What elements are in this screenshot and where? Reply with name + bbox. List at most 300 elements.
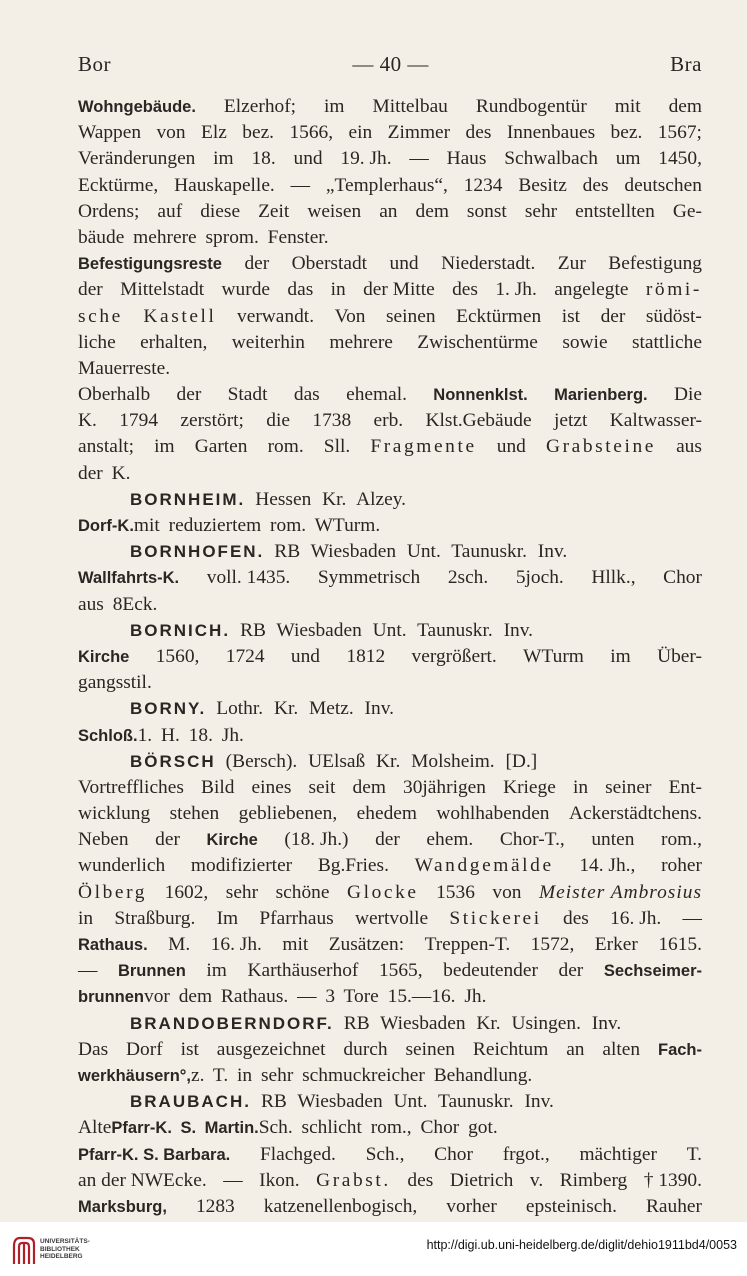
entry-heading: BORNICH. — [130, 620, 231, 640]
word: ehem. — [426, 829, 474, 851]
word: Chor-T., — [499, 829, 565, 851]
keyword: Rathaus. — [78, 936, 148, 954]
word: im — [206, 960, 227, 982]
word: Erker — [594, 934, 638, 955]
text-line — [78, 330, 702, 356]
word: Rundbogentür — [475, 96, 587, 117]
entry-heading: BRAUBACH. — [130, 1092, 251, 1112]
keyword: Kirche — [206, 831, 258, 850]
word: katzenellenbogisch, — [263, 1195, 418, 1217]
word: Schwalbach — [504, 148, 598, 170]
word: Klst.Gebäude — [425, 410, 532, 432]
word: des — [452, 279, 478, 301]
word: RB Wiesbaden Unt. Taunuskr. Inv. — [260, 1091, 554, 1113]
word: alten — [602, 1038, 641, 1060]
word: † 1390. — [643, 1169, 702, 1191]
text-line — [78, 146, 702, 172]
keyword: Marksburg, — [78, 1197, 167, 1216]
word: — — [682, 907, 702, 929]
word: Garten — [194, 436, 248, 458]
word: v. — [529, 1169, 544, 1191]
word: dem — [668, 96, 702, 117]
word: Oberstadt — [291, 253, 368, 275]
word: Pfarrhaus — [259, 907, 334, 929]
word: wunderlich — [78, 855, 166, 877]
word: Ordens; — [78, 200, 140, 222]
logo-line: HEIDELBERG — [40, 1253, 83, 1260]
word: 1572, — [530, 934, 575, 955]
text-line — [78, 696, 702, 722]
word: Stadt — [227, 384, 268, 406]
word: 1794 — [119, 410, 159, 432]
word: Zwischentürme — [417, 331, 538, 353]
word: Meister Ambrosius — [539, 881, 702, 903]
keyword: Wohngebäude. — [78, 98, 196, 116]
word: und — [290, 645, 320, 667]
word: Ikon. — [259, 1169, 300, 1191]
word: Zusätzen: — [328, 934, 405, 955]
word: — — [223, 1169, 243, 1191]
word: 18. — [251, 148, 276, 170]
word: rom., — [660, 829, 702, 851]
word: Das — [78, 1038, 109, 1060]
word: weisen — [307, 200, 362, 222]
word: Kaltwasser- — [609, 410, 702, 432]
keyword: Schloß. — [78, 726, 138, 745]
word: Ackerstädtchens. — [568, 803, 702, 825]
word: im — [154, 436, 175, 458]
word: erb. — [373, 410, 404, 432]
word: Über- — [657, 645, 702, 667]
word: der — [176, 384, 202, 406]
word: ausgezeichnet — [216, 1038, 326, 1060]
text-line — [78, 487, 702, 513]
word: 14. Jh., — [579, 855, 636, 877]
word: 1567; — [657, 122, 702, 144]
word: der — [244, 253, 270, 275]
text-line — [78, 120, 702, 146]
text-line — [78, 906, 702, 932]
word: Bild — [201, 776, 235, 798]
word: 1615. — [658, 934, 702, 955]
word: epsteinisch. — [525, 1195, 617, 1217]
word: Treppen-T. — [424, 934, 511, 955]
word: der K. — [78, 462, 131, 484]
word: Bg.Fries. — [317, 855, 389, 877]
word: bäude mehrere sprom. Fenster. — [78, 226, 329, 248]
word: liche — [78, 331, 116, 353]
word: Elzerhof; — [223, 96, 297, 117]
entry-heading: BORNHOFEN. — [130, 542, 265, 562]
text-line — [78, 565, 702, 591]
library-logo-icon — [6, 1232, 42, 1268]
keyword: werkhäusern°, — [78, 1066, 191, 1085]
word: Mauerreste. — [78, 357, 171, 379]
word: RB Wiesbaden Kr. Usingen. Inv. — [343, 1012, 622, 1034]
word: Innenbaues — [506, 122, 596, 144]
word: Sll. — [323, 436, 351, 458]
word: 1602, — [164, 881, 209, 903]
word: Straßburg. — [114, 907, 196, 929]
word: ehedem — [356, 803, 417, 825]
word: Hauskapelle. — [174, 174, 275, 196]
word: Vortreffliches — [78, 776, 184, 798]
text-line — [78, 801, 702, 827]
word: der — [78, 279, 103, 301]
word: Alte — [78, 1117, 112, 1139]
word: Niederstadt. — [441, 253, 536, 275]
word: Wandgemälde — [414, 855, 554, 877]
word: Elz — [201, 122, 227, 144]
text-line — [78, 775, 702, 801]
text-line — [78, 932, 702, 958]
word: Mittelbau — [372, 96, 448, 117]
text-line — [78, 670, 702, 696]
word: 19. Jh. — [340, 148, 392, 170]
running-head-right: Bra — [670, 52, 702, 76]
word: Neben — [78, 829, 129, 851]
word: wurde — [221, 279, 271, 301]
word: wicklung — [78, 803, 151, 825]
word: 30jährigen — [403, 776, 486, 798]
word: 5joch. — [515, 567, 564, 589]
word: erhalten, — [140, 331, 208, 353]
word: bez. — [610, 122, 643, 144]
word: seinen — [386, 305, 436, 327]
word: rom. — [267, 436, 304, 458]
text-line — [78, 382, 702, 408]
word: des — [563, 907, 589, 929]
word: Glocke — [346, 881, 419, 903]
word: 2sch. — [447, 567, 489, 589]
word: Kriege — [503, 776, 556, 798]
word: Kastell — [143, 305, 217, 327]
text-line — [78, 251, 702, 277]
word: bedeutender — [443, 960, 538, 982]
text-line — [78, 539, 702, 565]
word: 1283 — [195, 1195, 235, 1217]
word: an — [379, 200, 398, 222]
keyword: Befestigungsreste — [78, 255, 222, 274]
entry-heading: BRANDOBERNDORF. — [130, 1013, 334, 1033]
keyword: Brunnen — [117, 962, 186, 981]
text-line — [78, 173, 702, 199]
word: 1566, — [289, 122, 334, 144]
keyword: Sechseimer- — [603, 962, 702, 981]
word: südöst- — [645, 305, 702, 327]
word: modifizierter — [190, 855, 293, 877]
word: und — [293, 148, 323, 170]
word: aus 8Eck. — [78, 593, 158, 615]
word: Ge- — [672, 200, 702, 222]
word: Reichtum — [472, 1038, 549, 1060]
word: vorher — [446, 1195, 497, 1217]
word: 1450, — [658, 148, 702, 170]
entry-heading: BORNY. — [130, 699, 207, 719]
word: Flachged. — [259, 1143, 336, 1165]
word: in — [572, 776, 589, 798]
word: z. T. in sehr schmuckreicher Behandlung. — [190, 1064, 533, 1086]
word: Befestigung — [608, 253, 702, 275]
word: das — [293, 384, 320, 406]
word: wertvolle — [354, 907, 429, 929]
keyword: Pfarr-K. S. Barbara. — [78, 1145, 231, 1164]
text-line — [78, 277, 702, 303]
word: auf — [157, 200, 183, 222]
word: das — [287, 279, 314, 301]
text-line — [78, 958, 702, 984]
word: 1812 — [346, 645, 386, 667]
word: Besitz — [518, 174, 567, 196]
word: entstellten — [575, 200, 655, 222]
word: — — [409, 148, 429, 170]
text-line — [78, 1194, 702, 1220]
word: 1565, — [378, 960, 423, 982]
text-line — [78, 461, 702, 487]
text-line — [78, 827, 702, 853]
word: Zimmer — [387, 122, 451, 144]
text-line — [78, 356, 702, 382]
word: T. — [686, 1143, 702, 1165]
word: der — [155, 829, 180, 851]
word: Lothr. Kr. Metz. Inv. — [216, 698, 394, 720]
footer-bar — [0, 1222, 747, 1276]
word: vor dem Rathaus. — 3 Tore 15.—16. Jh. — [144, 986, 487, 1008]
word: in — [78, 907, 94, 929]
text-line — [78, 984, 702, 1010]
word: Die — [673, 384, 702, 406]
text-line — [78, 1115, 702, 1141]
word: Rauher — [645, 1195, 702, 1217]
word: verwandt. — [237, 305, 315, 327]
text-line — [78, 723, 702, 749]
word: und — [496, 436, 526, 458]
word: ein — [348, 122, 373, 144]
word: im — [610, 645, 631, 667]
word: römi- — [645, 279, 702, 301]
word: mit — [282, 934, 309, 955]
word: RB Wiesbaden Unt. Taunuskr. Inv. — [274, 541, 568, 563]
word: jetzt — [553, 410, 588, 432]
word: stehen — [169, 803, 220, 825]
text-line — [78, 1168, 702, 1194]
word: roher — [661, 855, 702, 877]
word: sehr — [225, 881, 259, 903]
text-line — [78, 408, 702, 434]
word: angelegte — [554, 279, 629, 301]
word: 16. Jh. — [610, 907, 662, 929]
text-line — [78, 749, 702, 775]
word: 1. H. 18. Jh. — [137, 724, 244, 746]
word: des — [465, 122, 492, 144]
word: Im — [216, 907, 239, 929]
word: M. — [168, 934, 191, 955]
logo-line: BIBLIOTHEK — [40, 1245, 80, 1253]
word: diese — [200, 200, 241, 222]
page-number: — 40 — — [352, 52, 429, 76]
word: Zur — [557, 253, 586, 275]
running-head-left: Bor — [78, 52, 111, 76]
word: an der NWEcke. — [78, 1169, 207, 1191]
word: Karthäuserhof — [247, 960, 359, 982]
word: schöne — [275, 881, 330, 903]
word: aus — [676, 436, 702, 458]
word: von — [492, 881, 522, 903]
text-line — [78, 644, 702, 670]
word: die — [266, 410, 290, 432]
text-line — [78, 434, 702, 460]
word: zerstört; — [180, 410, 244, 432]
word: Mittelstadt — [120, 279, 205, 301]
keyword: Nonnenklst. — [433, 386, 528, 405]
word: Haus — [446, 148, 487, 170]
text-line — [78, 853, 702, 879]
word: mehrere — [329, 331, 393, 353]
word: — — [290, 174, 311, 196]
word: gebliebenen, — [238, 803, 338, 825]
word: RB Wiesbaden Unt. Taunuskr. Inv. — [240, 619, 534, 641]
keyword: Fach- — [657, 1040, 702, 1059]
word: und — [389, 253, 419, 275]
word: vergrößert. — [411, 645, 497, 667]
word: der — [600, 305, 626, 327]
word: an — [566, 1038, 585, 1060]
word: voll. 1435. — [206, 567, 291, 589]
word: Dorf — [126, 1038, 163, 1060]
word: des — [407, 1169, 434, 1191]
word: Chor — [434, 1143, 473, 1165]
word: seit — [308, 776, 336, 798]
word: dem — [415, 200, 449, 222]
text-line — [78, 225, 702, 251]
word: Ölberg — [78, 881, 148, 903]
text-line — [78, 1011, 702, 1037]
word: unten — [591, 829, 635, 851]
word: sehr — [524, 200, 558, 222]
word: eines — [251, 776, 292, 798]
word: deutschen — [624, 174, 702, 196]
word: K. — [78, 410, 97, 432]
word: um — [615, 148, 641, 170]
word: (18. Jh.) — [284, 829, 349, 851]
word: Chor — [663, 567, 702, 589]
word: Zeit — [258, 200, 290, 222]
word: stattliche — [631, 331, 702, 353]
word: des — [582, 174, 609, 196]
word: Ecktürme, — [78, 174, 159, 196]
word: Fragmente — [370, 436, 477, 458]
word: 1724 — [225, 645, 265, 667]
word: 1738 — [312, 410, 352, 432]
library-logo-text — [40, 1238, 90, 1261]
word: wohlhabenden — [436, 803, 550, 825]
word: bez. — [242, 122, 275, 144]
text-line — [78, 618, 702, 644]
word: dem — [352, 776, 386, 798]
word: Veränderungen — [78, 148, 196, 170]
word: frgot., — [502, 1143, 550, 1165]
word: Oberhalb — [78, 384, 151, 406]
word: 1536 — [436, 881, 475, 903]
word: ist — [180, 1038, 199, 1060]
text-line — [78, 1089, 702, 1115]
word: Symmetrisch — [317, 567, 421, 589]
word: 16. Jh. — [210, 934, 262, 955]
word: seiner — [605, 776, 652, 798]
word: Ecktürmen — [456, 305, 542, 327]
keyword: Pfarr-K. S. Martin. — [111, 1119, 259, 1138]
word: mit reduziertem rom. WTurm. — [133, 515, 381, 536]
word: Grabst. — [316, 1169, 391, 1191]
word: Grabsteine — [545, 436, 656, 458]
keyword: Dorf-K. — [78, 517, 134, 535]
word: Rimberg — [559, 1169, 628, 1191]
word: weiterhin — [231, 331, 305, 353]
entry-heading: BÖRSCH — [130, 751, 216, 771]
logo-line: UNIVERSITÄTS- — [40, 1238, 90, 1245]
text-line — [78, 880, 702, 906]
text-line — [78, 199, 702, 225]
word: gangsstil. — [78, 672, 152, 694]
word: (Bersch). UElsaß Kr. Molsheim. [D.] — [225, 750, 538, 772]
word: Stickerei — [449, 907, 542, 929]
word: in — [330, 279, 346, 301]
text-line — [78, 1037, 702, 1063]
word: — — [78, 960, 98, 982]
word: im — [213, 148, 234, 170]
word: im — [324, 96, 345, 117]
entry-heading: BORNHEIM. — [130, 489, 246, 509]
keyword: brunnen — [78, 988, 144, 1007]
word: Von — [334, 305, 366, 327]
word: 1560, — [155, 645, 200, 667]
word: von — [156, 122, 186, 144]
word: seinen — [405, 1038, 456, 1060]
text-line — [78, 94, 702, 120]
word: durch — [343, 1038, 388, 1060]
word: der — [558, 960, 584, 982]
word: der — [375, 829, 400, 851]
word: Hessen Kr. Alzey. — [255, 488, 407, 510]
text-body — [78, 94, 702, 1246]
keyword: Kirche — [78, 647, 130, 666]
word: mit — [614, 96, 641, 117]
word: ist — [561, 305, 581, 327]
word: Sch. schlicht rom., Chor got. — [258, 1117, 498, 1139]
word: „Templerhaus“, — [325, 174, 448, 196]
running-head — [78, 52, 702, 77]
text-line — [78, 1142, 702, 1168]
text-line — [78, 304, 702, 330]
source-url-link[interactable]: http://digi.ub.uni-heidelberg.de/diglit/dehio1911bd4/0053 — [426, 1238, 737, 1252]
word: Hllk., — [591, 567, 636, 589]
text-line — [78, 592, 702, 618]
word: mächtiger — [579, 1143, 657, 1165]
keyword: Wallfahrts-K. — [78, 569, 180, 588]
word: sche — [78, 305, 123, 327]
word: anstalt; — [78, 436, 135, 458]
text-line — [78, 1063, 702, 1089]
keyword: Marienberg. — [554, 386, 648, 405]
word: ehemal. — [346, 384, 407, 406]
word: WTurm — [523, 645, 584, 667]
word: 1234 — [463, 174, 503, 196]
word: Ent- — [668, 776, 702, 798]
word: sonst — [466, 200, 507, 222]
word: der Mitte — [363, 279, 435, 301]
text-line — [78, 513, 702, 539]
word: Dietrich — [449, 1169, 514, 1191]
